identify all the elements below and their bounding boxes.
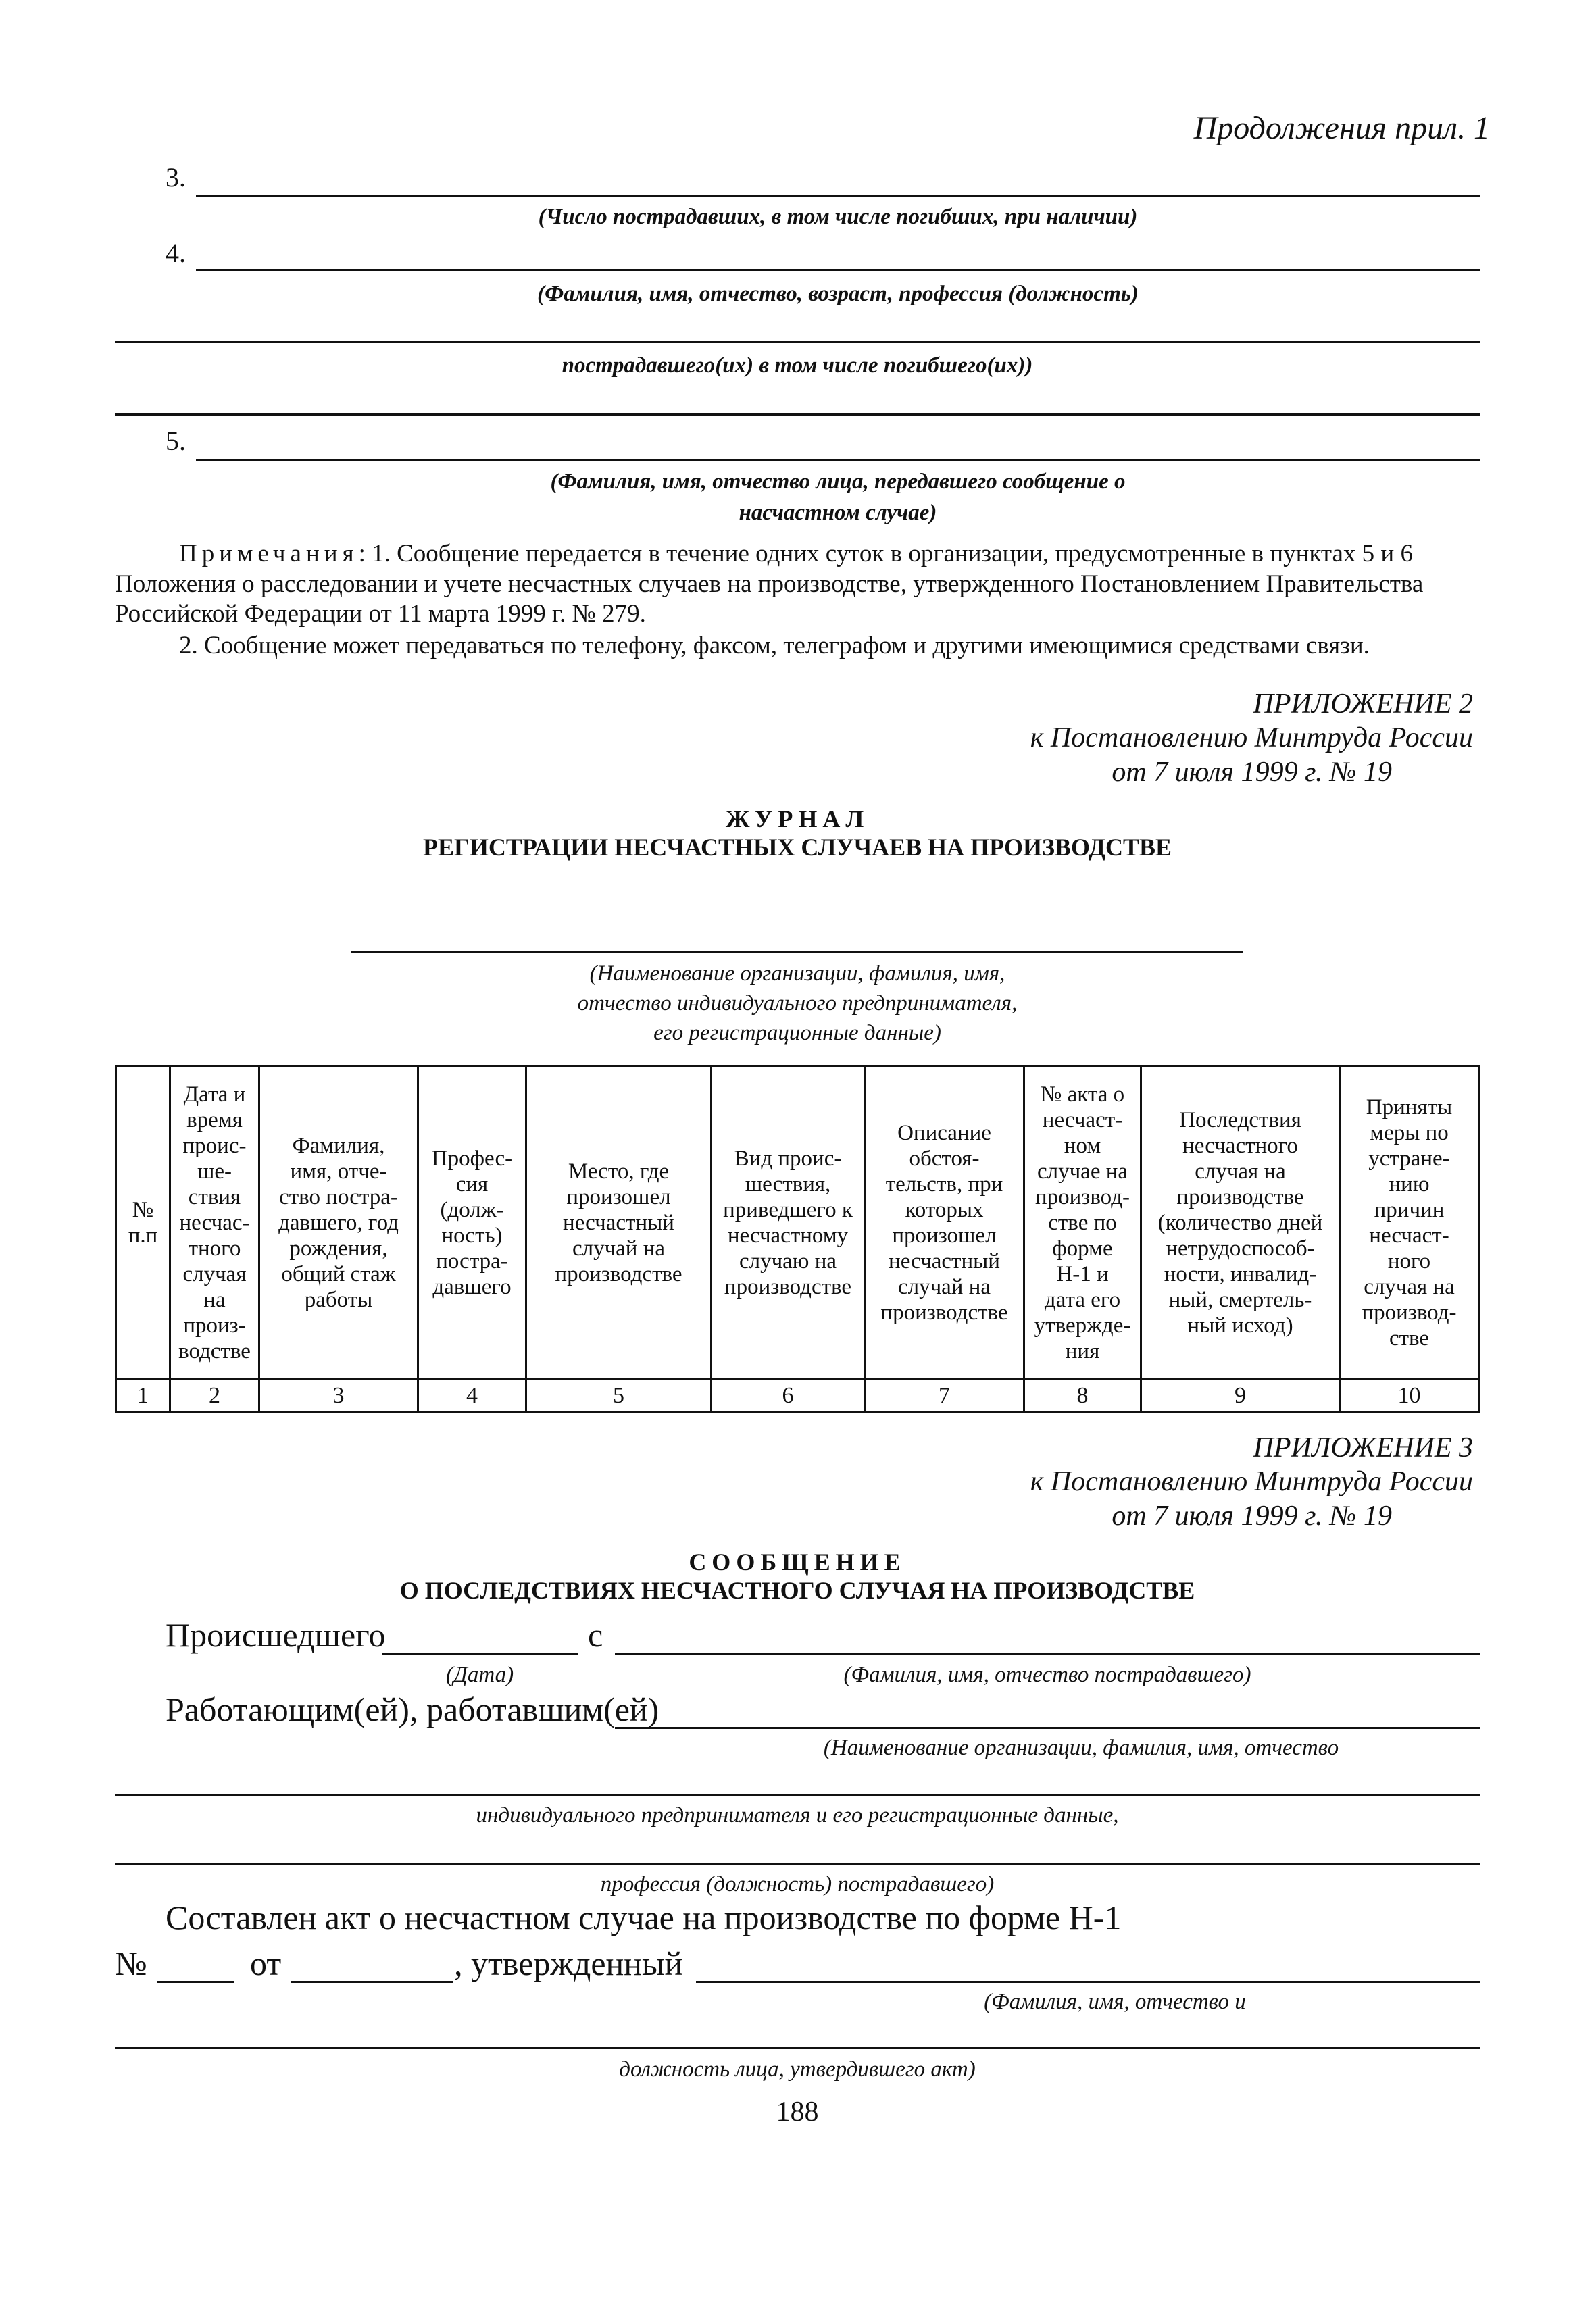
approver-field[interactable] [696, 1981, 1480, 1983]
journal-col-number-1: 1 [116, 1380, 170, 1413]
journal-org-caption-1: (Наименование организации, фамилия, имя, [589, 961, 1005, 986]
item-3-number: 3. [166, 162, 186, 193]
journal-title: ЖУРНАЛ [725, 805, 870, 832]
running-title: Продолжения прил. 1 [1193, 110, 1490, 146]
organization-field-3[interactable] [115, 1863, 1480, 1865]
note-1-line-2: Положения о расследовании и учете несчастных случаев на производстве, утвержденного Постановлением Правительства [115, 570, 1424, 598]
item-5-line[interactable] [196, 459, 1480, 461]
appendix-3-line-2: к Постановлению Минтруда России [1030, 1466, 1473, 1497]
item-5-caption-1: (Фамилия, имя, отчество лица, передавшего сообщение о [550, 470, 1126, 494]
appendix-2-line-2: к Постановлению Минтруда России [1030, 722, 1473, 753]
date-field[interactable] [382, 1653, 578, 1655]
appendix-3-line-3: от 7 июля 1999 г. № 19 [1112, 1501, 1392, 1532]
occurred-label: Происшедшего [166, 1616, 386, 1654]
page-number: 188 [776, 2096, 819, 2128]
journal-col-number-4: 4 [418, 1380, 526, 1413]
item-4-line-3[interactable] [115, 413, 1480, 416]
message-title: СООБЩЕНИЕ [689, 1549, 906, 1576]
notes-label: Примечания [179, 540, 359, 568]
act-date-field[interactable] [291, 1981, 453, 1983]
journal-col-header-6: Вид проис- шествия, приведшего к несчастному случаю на производстве [712, 1067, 865, 1380]
item-4-line-2[interactable] [115, 341, 1480, 343]
journal-org-caption-3: его регистрационные данные) [653, 1021, 941, 1045]
journal-col-header-9: Последствия несчастного случая на производстве (количество дней нетрудоспособ- ности, инвалид- ный, смертель- ный исход) [1141, 1067, 1340, 1380]
act-statement: Составлен акт о несчастном случае на производстве по форме Н-1 [166, 1898, 1122, 1936]
journal-col-header-5: Место, где произошел несчастный случай на производстве [526, 1067, 712, 1380]
journal-col-number-9: 9 [1141, 1380, 1340, 1413]
item-4-caption-1: (Фамилия, имя, отчество, возраст, профессия (должность) [537, 282, 1139, 306]
journal-col-header-8: № акта о несчаст- ном случае на производ- стве по форме Н-1 и дата его утвержде- ния [1024, 1067, 1141, 1380]
date-caption: (Дата) [445, 1663, 514, 1687]
act-from-label: от [250, 1944, 282, 1982]
journal-org-caption-2: отчество индивидуального предпринимателя, [577, 991, 1018, 1015]
item-4-number: 4. [166, 238, 186, 268]
journal-col-number-8: 8 [1024, 1380, 1141, 1413]
approver-caption-2: должность лица, утвердившего акт) [619, 2057, 976, 2082]
journal-number-row [116, 1380, 1479, 1413]
act-number-label: № [115, 1944, 147, 1982]
journal-col-header-3: Фамилия, имя, отче- ство постра- давшего, год рождения, общий стаж работы [259, 1067, 418, 1380]
item-5-caption-2: насчастном случае) [739, 501, 937, 525]
approver-caption-1: (Фамилия, имя, отчество и [984, 1990, 1246, 2014]
item-5-number: 5. [166, 426, 186, 456]
item-3-line[interactable] [196, 195, 1480, 197]
note-2: 2. Сообщение может передаваться по телефону, факсом, телеграфом и другими имеющимися средствами связи. [179, 632, 1370, 659]
org-caption-3: профессия (должность) пострадавшего) [600, 1872, 995, 1896]
journal-col-header-1: № п.п [116, 1067, 170, 1380]
item-3-caption: (Число пострадавших, в том числе погибших, при наличии) [538, 205, 1138, 229]
org-caption-1: (Наименование организации, фамилия, имя, отчество [823, 1736, 1339, 1760]
appendix-2-title: ПРИЛОЖЕНИЕ 2 [1253, 688, 1473, 720]
journal-col-header-2: Дата и время проис- ше- ствия несчас- тного случая на произ- водстве [170, 1067, 259, 1380]
journal-col-number-7: 7 [865, 1380, 1024, 1413]
with-label: с [588, 1616, 603, 1654]
journal-col-header-7: Описание обстоя- тельств, при которых произошел несчастный случай на производстве [865, 1067, 1024, 1380]
journal-header-row [116, 1067, 1479, 1380]
item-4-caption-2: пострадавшего(их) в том числе погибшего(их)) [562, 353, 1033, 378]
journal-col-number-3: 3 [259, 1380, 418, 1413]
journal-org-line[interactable] [351, 951, 1243, 953]
approved-label: , утвержденный [454, 1944, 683, 1982]
journal-col-header-4: Профес- сия (долж- ность) постра- давшего [418, 1067, 526, 1380]
item-4-line[interactable] [196, 269, 1480, 271]
appendix-3-title: ПРИЛОЖЕНИЕ 3 [1253, 1432, 1473, 1463]
victim-caption: (Фамилия, имя, отчество пострадавшего) [843, 1663, 1251, 1687]
journal-col-header-10: Приняты меры по устране- нию причин несчаст- ного случая на производ- стве [1340, 1067, 1479, 1380]
message-subtitle: О ПОСЛЕДСТВИЯХ НЕСЧАСТНОГО СЛУЧАЯ НА ПРОИЗВОДСТВЕ [399, 1577, 1195, 1604]
journal-col-number-6: 6 [712, 1380, 865, 1413]
note-1-start: : 1. Сообщение передается в течение одних суток в организации, предусмотренные в пунктах 5 и 6 [358, 540, 1413, 568]
worker-label: Работающим(ей), работавшим(ей) [166, 1690, 659, 1728]
journal-col-number-10: 10 [1340, 1380, 1479, 1413]
journal-col-number-5: 5 [526, 1380, 712, 1413]
act-number-field[interactable] [157, 1981, 234, 1983]
organization-field[interactable] [615, 1727, 1480, 1729]
note-1-line-3: Российской Федерации от 11 марта 1999 г. № 279. [115, 600, 646, 628]
victim-name-field[interactable] [615, 1653, 1480, 1655]
journal-table [115, 1065, 1480, 1413]
journal-subtitle: РЕГИСТРАЦИИ НЕСЧАСТНЫХ СЛУЧАЕВ НА ПРОИЗВОДСТВЕ [422, 834, 1172, 861]
org-caption-2: индивидуального предпринимателя и его регистрационные данные, [476, 1803, 1119, 1828]
journal-col-number-2: 2 [170, 1380, 259, 1413]
appendix-2-line-3: от 7 июля 1999 г. № 19 [1112, 757, 1392, 788]
notes-line-1 [179, 538, 1483, 569]
approver-field-2[interactable] [115, 2047, 1480, 2049]
organization-field-2[interactable] [115, 1794, 1480, 1796]
